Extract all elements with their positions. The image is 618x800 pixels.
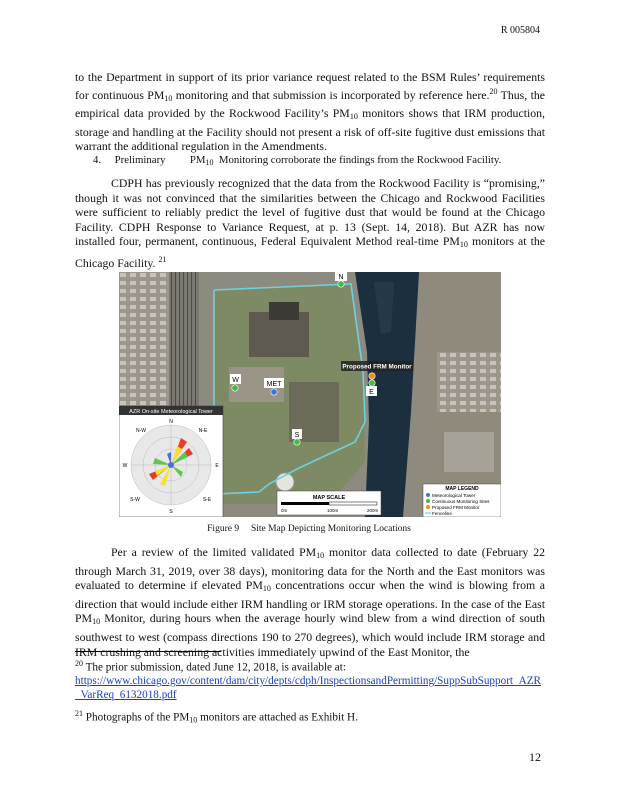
legend-title: MAP LEGEND — [445, 486, 479, 492]
footnote-separator — [75, 651, 221, 652]
compass-e: E — [215, 463, 219, 469]
section-heading: 4. Preliminary $PM_{10}$ Monitoring corroborate the findings from the Rockwood Facility. — [93, 154, 502, 167]
label-met: MET — [266, 381, 282, 388]
map-scale — [277, 491, 381, 515]
label-south: S — [294, 432, 300, 439]
label-north: N — [338, 274, 344, 281]
scale-tick-2: 200m — [367, 508, 379, 513]
wind-rose-title: AZR On-site Meteorological Tower — [129, 409, 213, 415]
bates-number: R 005804 — [500, 25, 540, 36]
monitor-south[interactable] — [294, 439, 300, 445]
monitor-proposed-frm[interactable] — [369, 373, 375, 379]
met-tower[interactable] — [271, 389, 277, 395]
compass-w: W — [122, 463, 128, 469]
compass-sw: S-W — [130, 497, 140, 503]
scale-tick-1: 100m — [327, 508, 339, 513]
wind-rose-inset — [119, 406, 223, 517]
monitor-east[interactable] — [369, 380, 375, 386]
footnote-20-link[interactable]: https://www.chicago.gov/content/dam/city/depts/cdph/InspectionsandPermitting/SuppSubSupport_AZR_VarReq_6132018.pdf — [75, 675, 541, 701]
compass-nw: N-W — [136, 428, 146, 434]
site-map-figure — [119, 272, 501, 517]
footnote-21: $^{21}$ Photographs of the $PM_{10}$ monitors are attached as Exhibit H. — [75, 709, 358, 725]
page-number: 12 — [529, 750, 541, 764]
legend-proposed: Proposed FRM Monitor — [432, 505, 480, 510]
monitor-north[interactable] — [338, 281, 344, 287]
label-east: E — [369, 389, 374, 396]
paragraph-data-review: Per a review of the limited validated $PM_{10}$ monitor data collected to date (February 22 through March 31, 2019, over 38 days), monitoring data for the North and the East monitors was evaluated to determine if elevated $PM_{10}$ concentrations occur when the wind is blowing from a direction that would include either IRM handling or IRM storage operations. In the case of the East $PM_{10}$ Monitor, during hours when the average hourly wind blew from a wind direction of south southwest to west (compass directions 190 to 270 degrees), which would include IRM storage and IRM crushing and screening activities immediately upwind of the East Monitor, the — [75, 545, 545, 659]
footnote-ref-21[interactable]: 21 — [158, 254, 167, 264]
scale-tick-0: 0m — [281, 508, 288, 513]
monitor-west[interactable] — [232, 385, 238, 391]
footnote-ref-20[interactable]: 20 — [489, 86, 498, 96]
compass-ne: N-E — [198, 428, 208, 434]
compass-se: S-E — [202, 497, 212, 503]
label-west: W — [232, 377, 239, 384]
label-proposed-frm: Proposed FRM Monitor — [342, 363, 412, 371]
compass-n: N — [169, 419, 173, 425]
map-legend — [423, 484, 501, 517]
legend-continuous: Continuous Monitoring Sites — [432, 499, 490, 504]
figure-caption: Figure 9 Site Map Depicting Monitoring Locations — [207, 524, 411, 534]
legend-fenceline: Fenceline — [432, 511, 452, 516]
paragraph-cdph: CDPH has previously recognized that the data from the Rockwood Facility is “promising,” though it was not convinced that the similarities between the Chicago and Rockwood Facilities were sufficient to reliably predict the level of fugitive dust that would be found at the Chicago Facility. CDPH Response to Variance Request, at p. 13 (Sept. 14, 2018). But AZR has now installed four, permanent, continuous, Federal Equivalent Method real-time $PM_{10}$ monitors at the Chicago Facility. $^{21}$ — [75, 176, 545, 270]
compass-s: S — [169, 509, 173, 515]
map-scale-title: MAP SCALE — [312, 495, 346, 501]
footnote-20: $^{20}$ The prior submission, dated June 12, 2018, is available at: https://www.chicago.gov/content/dam/city/depts/cdph/InspectionsandPermitting/SuppSubSupport_AZR_VarReq_6132018.pdf — [75, 659, 541, 701]
paragraph-prior-variance: to the Department in support of its prior variance request related to the BSM Rules’ requirements for continuous $PM_{10}$ monitoring and that submission is incorporated by reference here.$^{20}$ Thus, the empirical data provided by the Rockwood Facility’s $PM_{10}$ monitors shows that IRM production, storage and handling at the Facility should not present a risk of off-site fugitive dust emissions that warrant the additional regulation in the Amendments. — [75, 70, 545, 154]
site-map-aerial — [119, 272, 501, 517]
legend-met: Meteorological Tower — [432, 493, 476, 498]
